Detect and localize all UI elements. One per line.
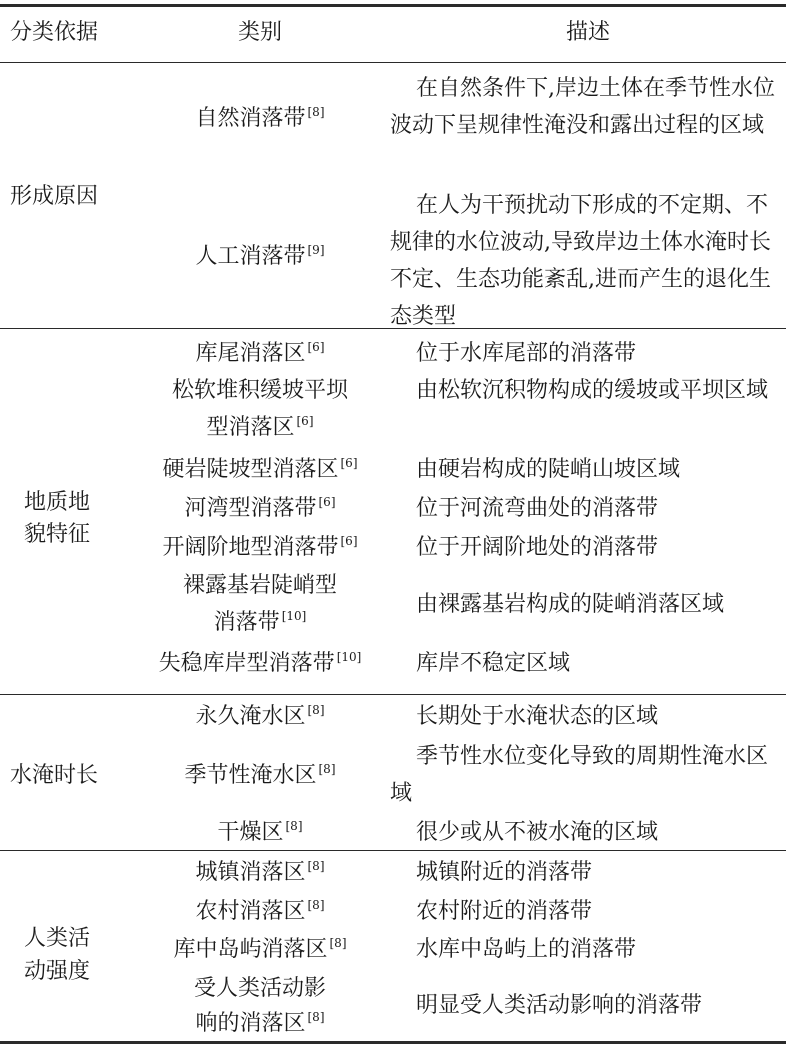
table-row-description: 位于水库尾部的消落带	[416, 341, 637, 366]
table-row-description: 农村附近的消落带	[416, 899, 593, 924]
basis-geology-landform-line1: 地质地	[24, 490, 91, 515]
table-row-category: 硬岩陡坡型消落区 [6]	[162, 456, 358, 482]
table-row-description: 由松软沉积物构成的缓坡或平坝区域	[416, 378, 769, 403]
table-row-category-line1: 受人类活动影	[193, 976, 326, 1001]
table-top-rule	[0, 4, 786, 7]
table-bottom-rule	[0, 1041, 786, 1044]
table-row-category: 人工消落带 [9]	[195, 243, 325, 269]
table-row-description: 在人为干预扰动下形成的不定期、不规律的水位波动,导致岸边土体水淹时长不定、生态功能紊乱,进而产生的退化生态类型	[390, 193, 771, 329]
table-row-category: 失稳库岸型消落带 [10]	[158, 650, 362, 676]
table-row-category-line2: 响的消落区 [8]	[195, 1010, 325, 1036]
basis-geology-landform-line2: 貌特征	[24, 522, 91, 547]
table-row-category-line2: 型消落区 [6]	[206, 414, 314, 440]
header-bottom-rule	[0, 62, 786, 63]
group-divider	[0, 694, 786, 695]
table-row-category: 农村消落区 [8]	[195, 898, 325, 924]
table-row-category: 河湾型消落带 [6]	[184, 495, 336, 521]
column-header-category: 类别	[237, 20, 282, 45]
table-row-description: 很少或从不被水淹的区域	[416, 820, 659, 845]
table-row-description: 位于开阔阶地处的消落带	[416, 535, 659, 560]
table-row-description: 季节性水位变化导致的周期性淹水区域	[390, 744, 769, 806]
table-row-category: 库中岛屿消落区 [8]	[173, 936, 347, 962]
table-row-category: 城镇消落区 [8]	[195, 859, 325, 885]
column-header-description: 描述	[565, 20, 610, 45]
table-row-description: 明显受人类活动影响的消落带	[416, 993, 703, 1018]
table-row-description: 在自然条件下,岸边土体在季节性水位波动下呈规律性淹没和露出过程的区域	[390, 76, 775, 138]
basis-human-activity-line2: 动强度	[24, 959, 91, 984]
table-row-category: 开阔阶地型消落带 [6]	[162, 534, 358, 560]
table-row-category: 干燥区 [8]	[217, 819, 303, 845]
table-row-description: 位于河流弯曲处的消落带	[416, 496, 659, 521]
table-row-description: 水库中岛屿上的消落带	[416, 937, 637, 962]
column-header-basis: 分类依据	[10, 20, 99, 45]
table-row-category: 库尾消落区 [6]	[195, 340, 325, 366]
basis-flooding-duration: 水淹时长	[10, 763, 99, 788]
table-row-description: 由裸露基岩构成的陡峭消落区域	[416, 592, 725, 617]
table-row-category: 永久淹水区 [8]	[195, 703, 325, 729]
table-row-category-line1: 裸露基岩陡峭型	[182, 573, 337, 598]
table-row-description: 库岸不稳定区域	[416, 651, 571, 676]
table-row-category: 季节性淹水区 [8]	[184, 762, 336, 788]
table-row-category-line2: 消落带 [10]	[213, 609, 307, 635]
table-row-description: 由硬岩构成的陡峭山坡区域	[416, 457, 681, 482]
table-row-category-line1: 松软堆积缓坡平坝	[171, 378, 348, 403]
basis-formation-cause: 形成原因	[10, 184, 99, 209]
table-row-category: 自然消落带 [8]	[195, 105, 325, 131]
table-row-description: 城镇附近的消落带	[416, 860, 593, 885]
basis-human-activity-line1: 人类活	[24, 926, 91, 951]
table-row-description: 长期处于水淹状态的区域	[416, 704, 659, 729]
